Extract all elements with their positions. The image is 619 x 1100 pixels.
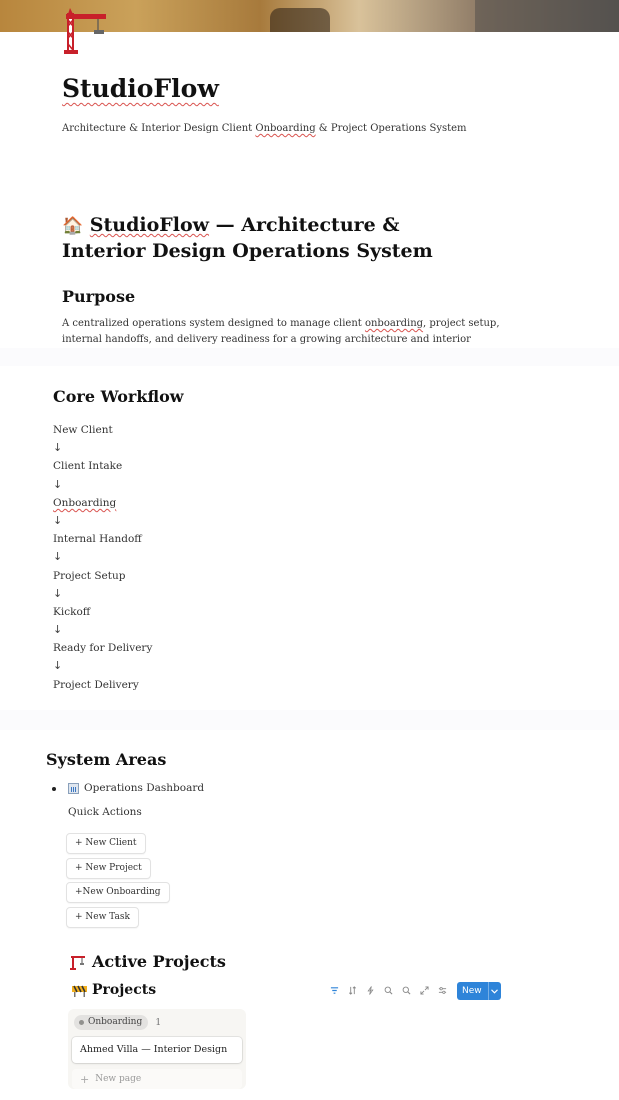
arrow-down-icon: ↓ [53,441,63,455]
page-subtitle: Architecture & Interior Design Client Onboarding & Project Operations System [62,123,467,134]
page-title: StudioFlow [62,74,219,103]
project-card[interactable]: Ahmed Villa — Interior Design [72,1037,242,1063]
workflow-step: Internal Handoff [53,533,142,546]
workflow-heading: Core Workflow [53,387,184,406]
chevron-down-icon[interactable] [488,982,501,1000]
filter-icon[interactable] [328,983,341,997]
section-divider [0,710,619,730]
expand-icon[interactable] [418,983,431,997]
board-column [68,1009,246,1089]
arrow-down-icon: ↓ [53,659,63,673]
new-record-button[interactable]: New [457,982,501,1000]
house-icon: 🏠 [62,216,84,236]
new-page-button[interactable]: + New page [72,1069,242,1089]
status-badge: Onboarding [74,1015,148,1030]
arrow-down-icon: ↓ [53,477,63,491]
workflow-list [53,421,152,694]
workflow-step: New Client [53,424,113,436]
quick-actions-label: Quick Actions [68,806,142,818]
automation-icon[interactable] [364,983,377,997]
section-divider [0,348,619,366]
arrow-down-icon: ↓ [53,586,63,600]
workflow-step: Onboarding [53,496,117,509]
workflow-step: Client Intake [53,460,123,473]
system-areas-heading: System Areas [46,750,167,769]
arrow-down-icon: ↓ [53,550,63,564]
main-heading: 🏠 StudioFlow — Architecture & Interior Design Operations System [62,214,433,262]
search-icon[interactable] [400,983,413,997]
plus-icon: + [80,1072,90,1086]
dashboard-link-label: Operations Dashboard [84,782,205,794]
arrow-down-icon: ↓ [53,623,63,637]
crane-icon[interactable] [62,6,110,54]
group-header [74,1015,161,1030]
new-client-button[interactable]: + New Client [66,833,146,854]
new-onboarding-button[interactable]: +New Onboarding [66,882,170,903]
construction-sign-icon [72,984,87,997]
active-projects-heading: Active Projects [70,952,226,971]
bar-chart-icon [68,783,79,794]
purpose-text: A centralized operations system designed to manage client onboarding, project setup, internal handoffs, and delivery readiness for a growing architecture and interior [62,318,500,345]
sort-icon[interactable] [346,983,359,997]
new-task-button[interactable]: + New Task [66,907,139,928]
workflow-step: Project Setup [53,569,126,582]
workflow-step: Ready for Delivery [53,642,153,655]
search-filter-icon[interactable] [382,983,395,997]
dashboard-link[interactable] [68,782,204,794]
database-toolbar [328,983,449,997]
workflow-step: Kickoff [53,605,91,618]
projects-database-title[interactable]: Projects [72,982,156,998]
settings-icon[interactable] [436,983,449,997]
bullet-dot [52,787,56,791]
arrow-down-icon: ↓ [53,513,63,527]
group-count: 1 [155,1017,162,1028]
purpose-heading: Purpose [62,287,136,306]
crane-icon [70,954,86,970]
workflow-step: Project Delivery [53,678,139,691]
new-project-button[interactable]: + New Project [66,858,151,879]
